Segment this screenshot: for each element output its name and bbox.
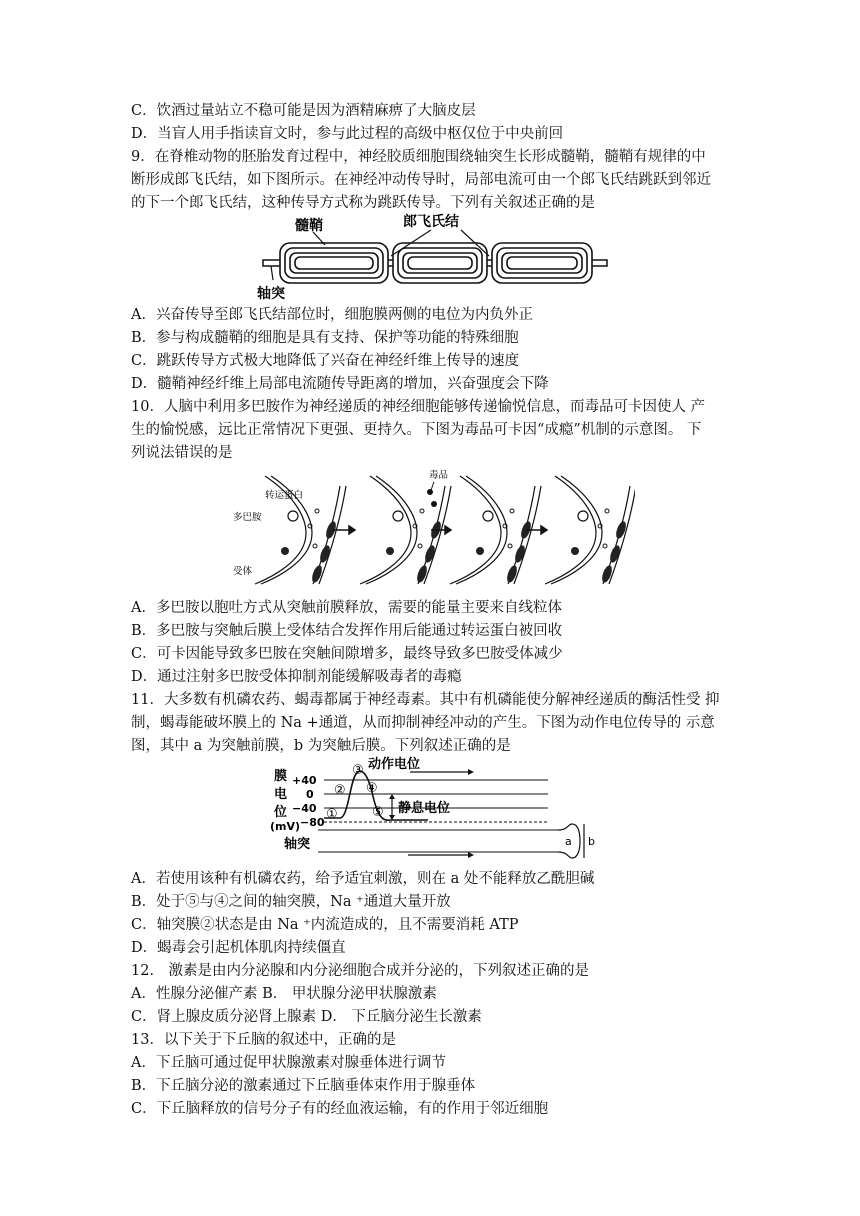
q10-cocaine-figure (225, 462, 635, 592)
q11-stem-line-1: 11．大多数有机磷农药、蝎毒都属于神经毒素。其中有机磷能使分解神经递质的酶活性受 抑 (131, 692, 720, 708)
q9-stem-line-3: 的下一个郎飞氏结，这种传导方式称为跳跃传导。下列有关叙述正确的是 (131, 195, 595, 211)
mark-2: ② (334, 783, 346, 798)
label-a: a (565, 835, 572, 848)
q8-option-d: D．当盲人用手指读盲文时，参与此过程的高级中枢仅位于中央前回 (131, 126, 564, 142)
q9-myelin-figure (255, 212, 615, 304)
q13-option-c: C．下丘脑释放的信号分子有的经血液运输，有的作用于邻近细胞 (131, 1101, 549, 1117)
q9-option-a: A．兴奋传导至郎飞氏结部位时，细胞膜两侧的电位为内负外正 (131, 307, 533, 323)
q9-stem-line-2: 断形成郎飞氏结，如下图所示。在神经冲动传导时，局部电流可由一个郎飞氏结跳跃到邻近 (131, 172, 711, 188)
node-label: 郎飞氏结 (403, 214, 459, 230)
q10-option-b: B．多巴胺与突触后膜上受体结合发挥作用后能通过转运蛋白被回收 (131, 623, 563, 639)
q9-option-d: D．髓鞘神经纤维上局部电流随传导距离的增加，兴奋强度会下降 (131, 376, 549, 392)
synapse-stage-4 (545, 476, 635, 584)
q9-stem-line-1: 9．在脊椎动物的胚胎发育过程中，神经胶质细胞围绕轴突生长形成髓鞘，髓鞘有规律的中 (131, 149, 706, 165)
q10-option-d: D．通过注射多巴胺受体抑制剂能缓解吸毒者的毒瘾 (131, 669, 462, 685)
mark-3: ③ (352, 763, 364, 778)
q11-option-c: C．轴突膜②状态是由 Na ⁺内流造成的，且不需要消耗 ATP (131, 917, 519, 933)
q10-stem-line-3: 列说法错误的是 (131, 445, 233, 461)
ylabel-char: 电 (274, 787, 288, 802)
axon-label: 轴突 (284, 837, 311, 852)
q9-option-b: B．参与构成髓鞘的细胞是具有支持、保护等功能的特殊细胞 (131, 330, 519, 346)
dopamine-label: 多巴胺 (233, 512, 262, 523)
myelin-segment (492, 243, 592, 283)
q10-option-c: C．可卡因能导致多巴胺在突触间隙增多，最终导致多巴胺受体减少 (131, 646, 563, 662)
q13-option-a: A．下丘脑可通过促甲状腺激素对腺垂体进行调节 (131, 1055, 446, 1071)
q13-option-b: B．下丘脑分泌的激素通过下丘脑垂体束作用于腺垂体 (131, 1078, 476, 1094)
q10-option-a: A．多巴胺以胞吐方式从突触前膜释放，需要的能量主要来自线粒体 (131, 600, 562, 616)
ylabel-char: 位 (274, 805, 288, 820)
q11-option-a: A．若使用该种有机磷农药，给予适宜刺激，则在 a 处不能释放乙酰胆碱 (131, 871, 595, 887)
tick-label: 0 (306, 788, 314, 801)
resting-potential-label: 静息电位 (398, 801, 451, 816)
mark-5: ⑤ (372, 805, 384, 820)
label-b: b (588, 835, 595, 848)
q10-stem-line-2: 生的愉悦感，远比正常情况下更强、更持久。下图为毒品可卡因“成瘾”机制的示意图。 下 (131, 422, 702, 438)
mark-4: ④ (366, 781, 378, 796)
q11-stem-line-3: 图，其中 a 为突触前膜，b 为突触后膜。下列叙述正确的是 (131, 738, 511, 754)
q11-option-b: B．处于⑤与④之间的轴突膜，Na ⁺通道大量开放 (131, 894, 451, 910)
tick-label: +40 (292, 774, 317, 787)
tick-label: −80 (300, 816, 325, 829)
q12-stem: 12． 激素是由内分泌腺和内分泌细胞合成并分泌的，下列叙述正确的是 (131, 963, 590, 979)
q9-option-c: C．跳跃传导方式极大地降低了兴奋在神经纤维上传导的速度 (131, 353, 520, 369)
action-potential-label: 动作电位 (368, 757, 421, 772)
q12-options-ab: A．性腺分泌催产素 B． 甲状腺分泌甲状腺激素 (131, 986, 437, 1002)
mark-1: ① (326, 807, 338, 822)
axon-label: 轴突 (257, 286, 285, 302)
q11-action-potential-figure (268, 752, 600, 862)
myelin-segment (280, 243, 388, 283)
tick-label: −40 (292, 802, 317, 815)
unit-label: (mV) (270, 820, 301, 833)
ylabel-char: 膜 (274, 769, 288, 784)
q12-options-cd: C．肾上腺皮质分泌肾上腺素 D． 下丘脑分泌生长激素 (131, 1009, 482, 1025)
q11-option-d: D．蝎毒会引起机体肌肉持续僵直 (131, 940, 346, 956)
myelin-segment (393, 243, 487, 283)
drug-dot (427, 489, 433, 495)
q11-stem-line-2: 制，蝎毒能破坏膜上的 Na +通道，从而抑制神经冲动的产生。下图为动作电位传导的 示意 (131, 715, 715, 731)
drug-dot (431, 501, 437, 507)
receptor-label: 受体 (233, 566, 253, 577)
myelin-label: 髓鞘 (295, 218, 323, 234)
q10-stem-line-1: 10．人脑中利用多巴胺作为神经递质的神经细胞能够传递愉悦信息，而毒品可卡因使人 产 (131, 399, 706, 415)
q8-option-c: C．饮酒过量站立不稳可能是因为酒精麻痹了大脑皮层 (131, 103, 476, 119)
transporter-label: 转运蛋白 (265, 490, 304, 501)
drug-label: 毒品 (429, 470, 449, 481)
q13-stem: 13．以下关于下丘脑的叙述中，正确的是 (131, 1032, 396, 1048)
